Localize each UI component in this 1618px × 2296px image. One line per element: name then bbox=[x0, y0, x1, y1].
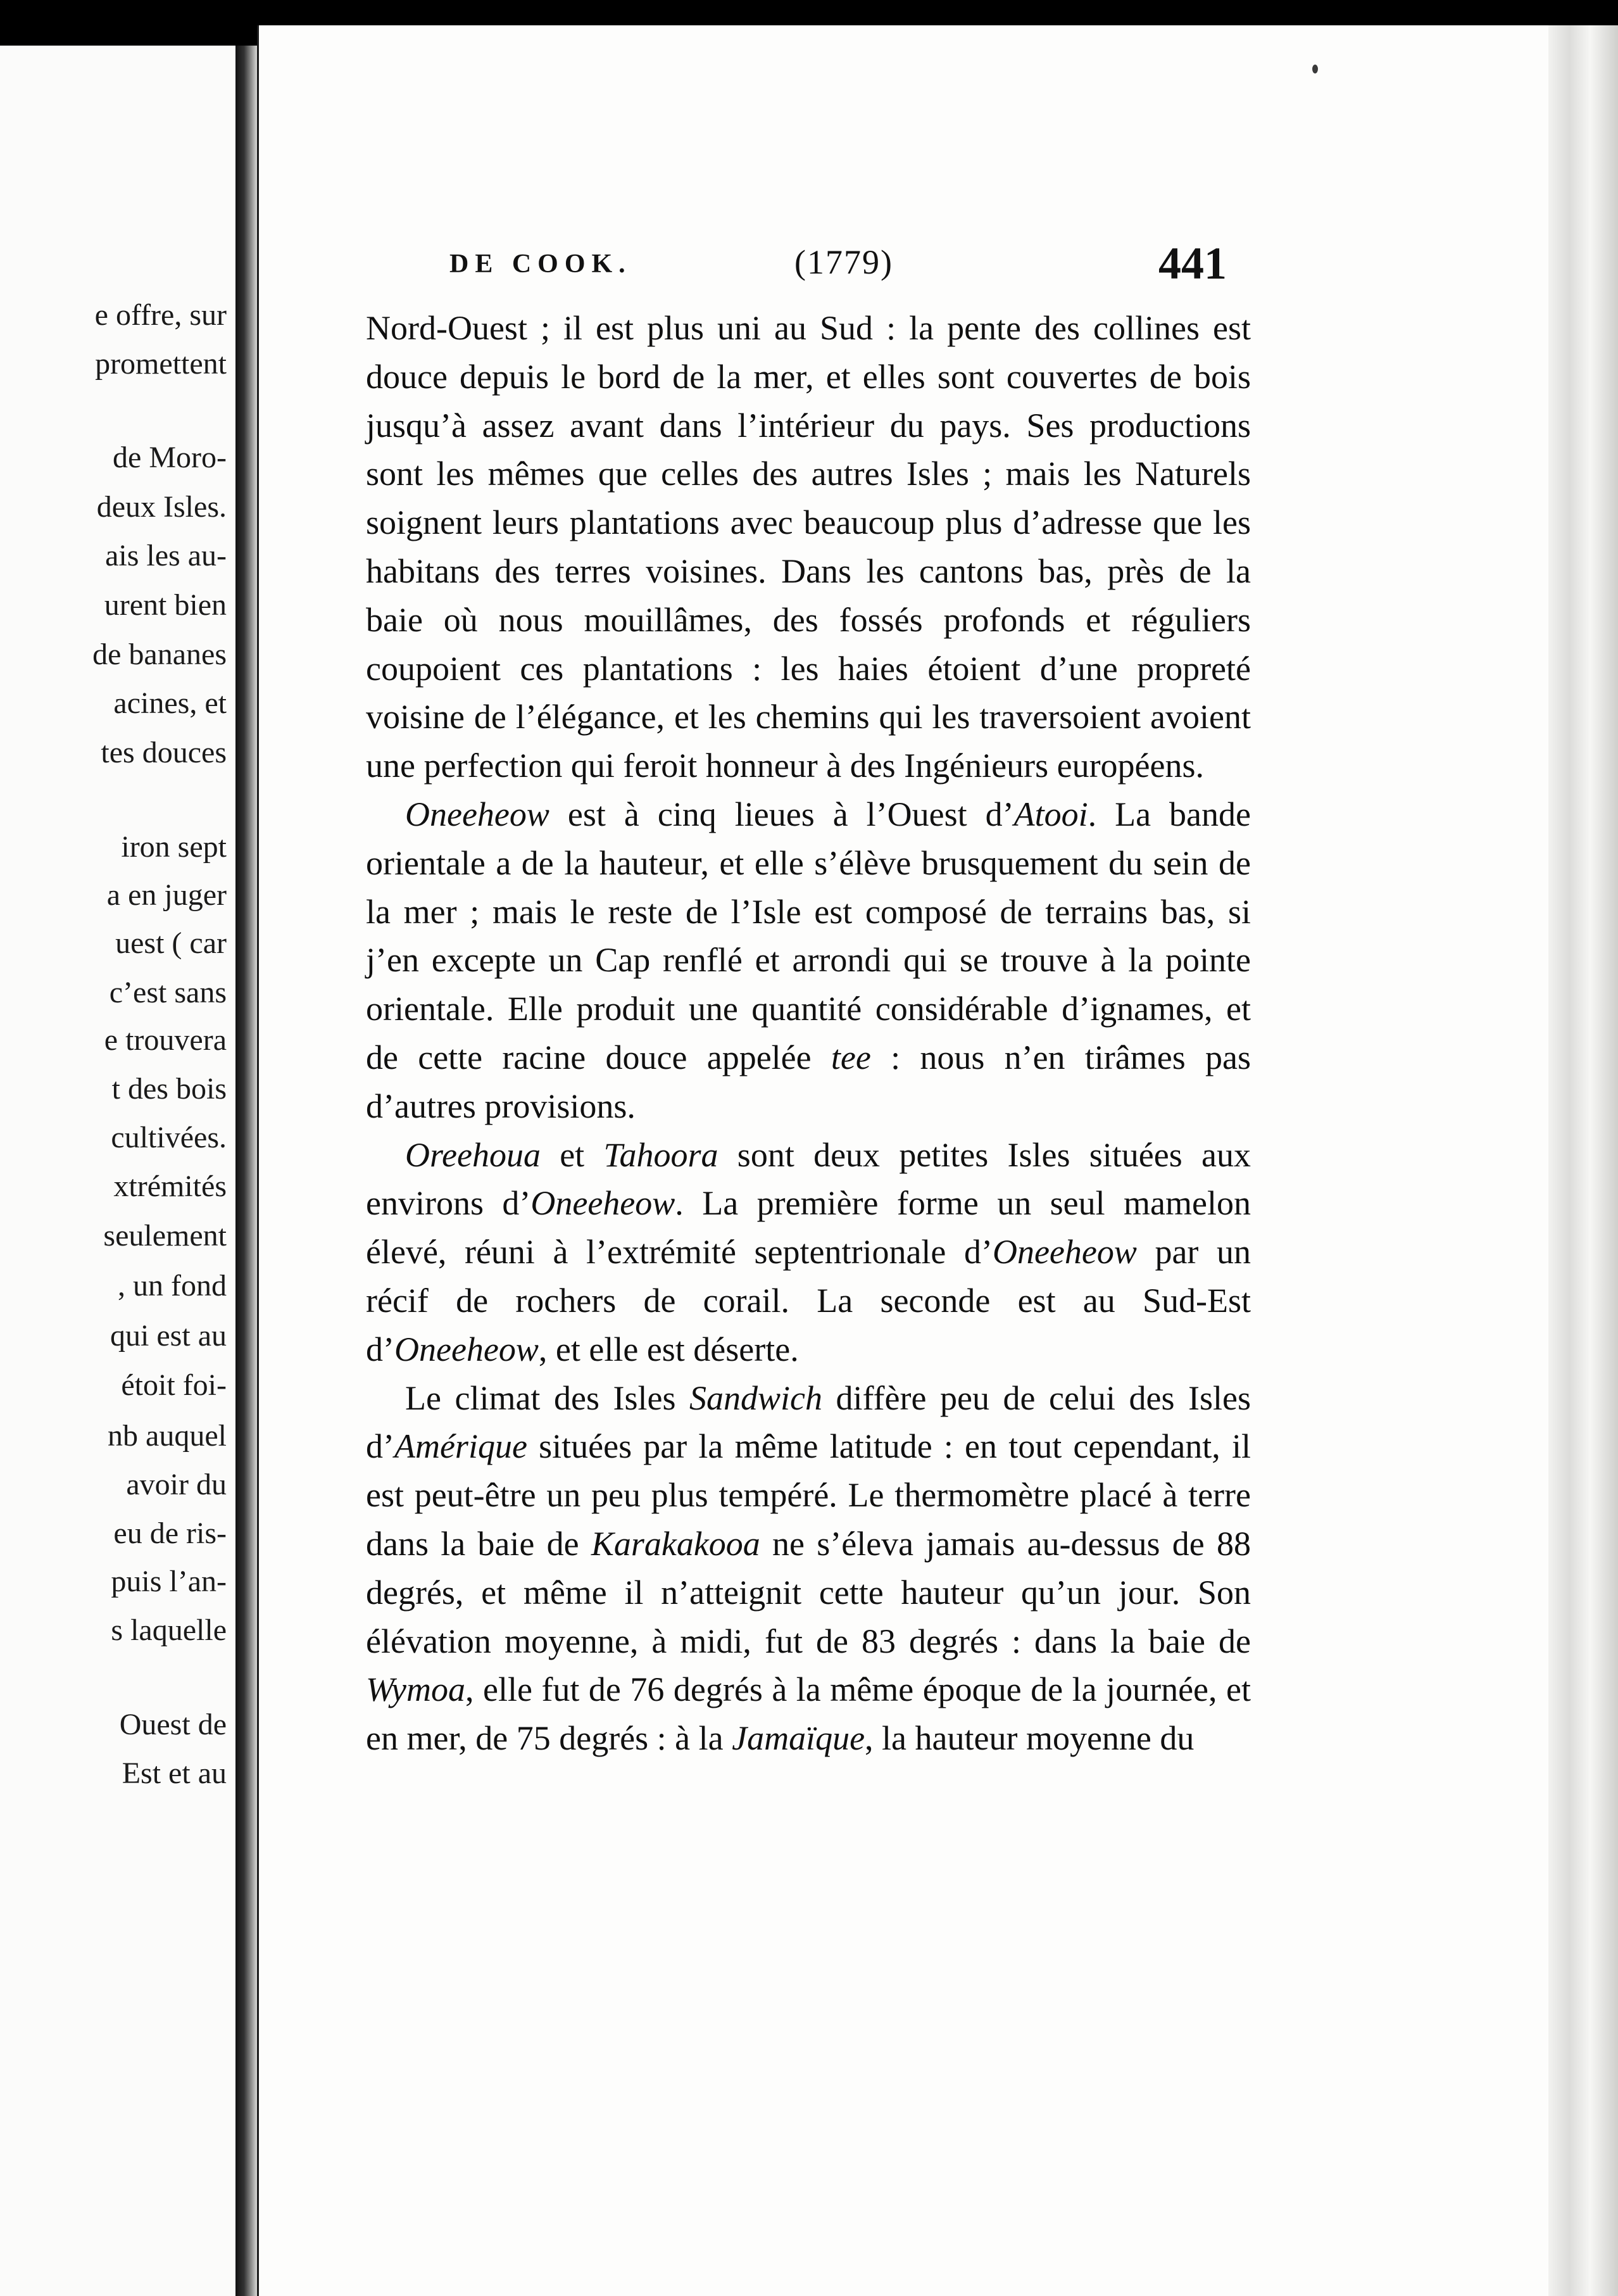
left-page-line: de bananes bbox=[92, 638, 227, 671]
left-page-line: étoit foi- bbox=[121, 1368, 227, 1402]
italic-name: Jamaïque bbox=[732, 1719, 865, 1758]
left-page-line: e trouvera bbox=[104, 1023, 227, 1057]
left-page-text bbox=[0, 46, 227, 2296]
left-page-line: s laquelle bbox=[111, 1613, 227, 1647]
left-page-line: acines, et bbox=[113, 686, 227, 720]
left-page-line: Est et au bbox=[122, 1757, 227, 1790]
left-page-line: iron sept bbox=[121, 830, 227, 864]
italic-name: Wymoa bbox=[366, 1670, 465, 1709]
text-run: et bbox=[540, 1135, 604, 1174]
left-page-line: urent bien bbox=[104, 588, 227, 622]
running-head-title: DE COOK. bbox=[449, 249, 632, 279]
italic-name: Tahoora bbox=[603, 1135, 718, 1174]
text-run: Nord-Ouest ; il est plus uni au Sud : la pente des collines est douce depuis le bord de la mer, et elles sont couvertes de bois jusqu’à assez avant dans l’intérieur du pays. Ses productions sont les mêmes que celles des autres Isles ; mais les Naturels soignent leurs plantations avec beaucoup plus d’adresse que les habitans des terres voisines. Dans les cantons bas, près de la baie où nous mouillâmes, des fossés profonds et réguliers coupoient ces plantations : les haies étoient d’une propreté voisine de l’élégance, et les chemins qui les traversoient avoient une perfection qui feroit honneur à des Ingénieurs européens. bbox=[366, 309, 1251, 785]
page-number: 441 bbox=[1158, 238, 1227, 289]
italic-name: tee bbox=[831, 1038, 871, 1076]
book-gutter bbox=[235, 46, 257, 2296]
paragraph bbox=[366, 1131, 1251, 1374]
italic-name: Oreehoua bbox=[405, 1135, 541, 1174]
paragraph bbox=[366, 790, 1251, 1131]
left-page-line: uest ( car bbox=[115, 926, 227, 960]
text-run: par un récif de rochers de corail. La seconde est au Sud-Est d’ bbox=[366, 1233, 1251, 1368]
left-page-line: , un fond bbox=[118, 1269, 227, 1303]
paragraph bbox=[366, 1374, 1251, 1763]
italic-name: Karakakooa bbox=[591, 1524, 760, 1563]
text-run: sont deux petites Isles situées aux environs d’ bbox=[366, 1135, 1251, 1223]
left-page-line: eu de ris- bbox=[113, 1517, 227, 1550]
italic-name: Atooi bbox=[1013, 795, 1088, 833]
paragraph bbox=[366, 304, 1251, 790]
left-page-line: puis l’an- bbox=[111, 1565, 227, 1598]
left-page-line: avoir du bbox=[126, 1468, 227, 1501]
italic-name: Oneeheow bbox=[394, 1330, 539, 1368]
italic-name: Oneeheow bbox=[992, 1233, 1137, 1271]
left-page bbox=[0, 46, 237, 2296]
running-head-year: (1779) bbox=[794, 243, 893, 281]
body-text bbox=[366, 304, 1251, 1763]
left-page-line: nb auquel bbox=[108, 1419, 227, 1453]
italic-name: Sandwich bbox=[689, 1378, 823, 1417]
left-page-line: qui est au bbox=[110, 1319, 227, 1353]
left-page-line: t des bois bbox=[111, 1072, 227, 1106]
running-head bbox=[449, 237, 1241, 294]
text-run: ne s’éleva jamais au-dessus de 88 degrés, et même il n’atteignit cette hauteur qu’un jour. Son élévation moyenne, à midi, fut de 83 degrés : dans la baie de bbox=[366, 1524, 1251, 1660]
left-page-line: tes douces bbox=[101, 736, 227, 769]
left-page-line: deux Isles. bbox=[96, 490, 227, 524]
text-run: : nous n’en tirâmes pas d’autres provisions. bbox=[366, 1038, 1251, 1125]
text-run: , la hauteur moyenne du bbox=[865, 1719, 1195, 1758]
text-run: Le climat des Isles bbox=[405, 1378, 690, 1417]
italic-name: Amérique bbox=[394, 1427, 527, 1466]
italic-name: Oneeheow bbox=[405, 795, 549, 833]
italic-name: Oneeheow bbox=[530, 1184, 675, 1223]
page-edge bbox=[1548, 25, 1618, 2296]
text-run: situées par la même latitude : en tout cependant, il est peut-être un peu plus tempéré. Le thermomètre placé à terre dans la baie de bbox=[366, 1427, 1251, 1563]
left-page-line: ais les au- bbox=[105, 539, 227, 572]
left-page-line: seulement bbox=[103, 1219, 227, 1252]
left-page-line: de Moro- bbox=[113, 441, 227, 474]
left-page-line: promettent bbox=[95, 347, 227, 381]
ink-speck bbox=[1312, 65, 1318, 73]
left-page-line: Ouest de bbox=[119, 1708, 227, 1741]
text-run: . La bande orientale a de la hauteur, et elle s’élève brusquement du sein de la mer ; mais le reste de l’Isle est composé de terrains bas, si j’en excepte un Cap renflé et arrondi qui se trouve à la pointe orientale. Elle produit une quantité considérable d’ignames, et de cette racine douce appelée bbox=[366, 795, 1251, 1076]
left-page-line: e offre, sur bbox=[94, 298, 227, 332]
text-run: , et elle est déserte. bbox=[538, 1330, 799, 1368]
text-run: , elle fut de 76 degrés à la même époque de la journée, et en mer, de 75 degrés : à la bbox=[366, 1670, 1251, 1758]
left-page-line: xtrémités bbox=[113, 1170, 227, 1203]
text-run: diffère peu de celui des Isles d’ bbox=[366, 1378, 1251, 1466]
left-page-line: a en juger bbox=[106, 878, 227, 912]
text-run: est à cinq lieues à l’Ouest d’ bbox=[549, 795, 1014, 833]
text-run: . La première forme un seul mamelon élevé, réuni à l’extrémité septentrionale d’ bbox=[366, 1184, 1251, 1271]
left-page-line: c’est sans bbox=[109, 976, 227, 1009]
left-page-line: cultivées. bbox=[111, 1121, 227, 1154]
